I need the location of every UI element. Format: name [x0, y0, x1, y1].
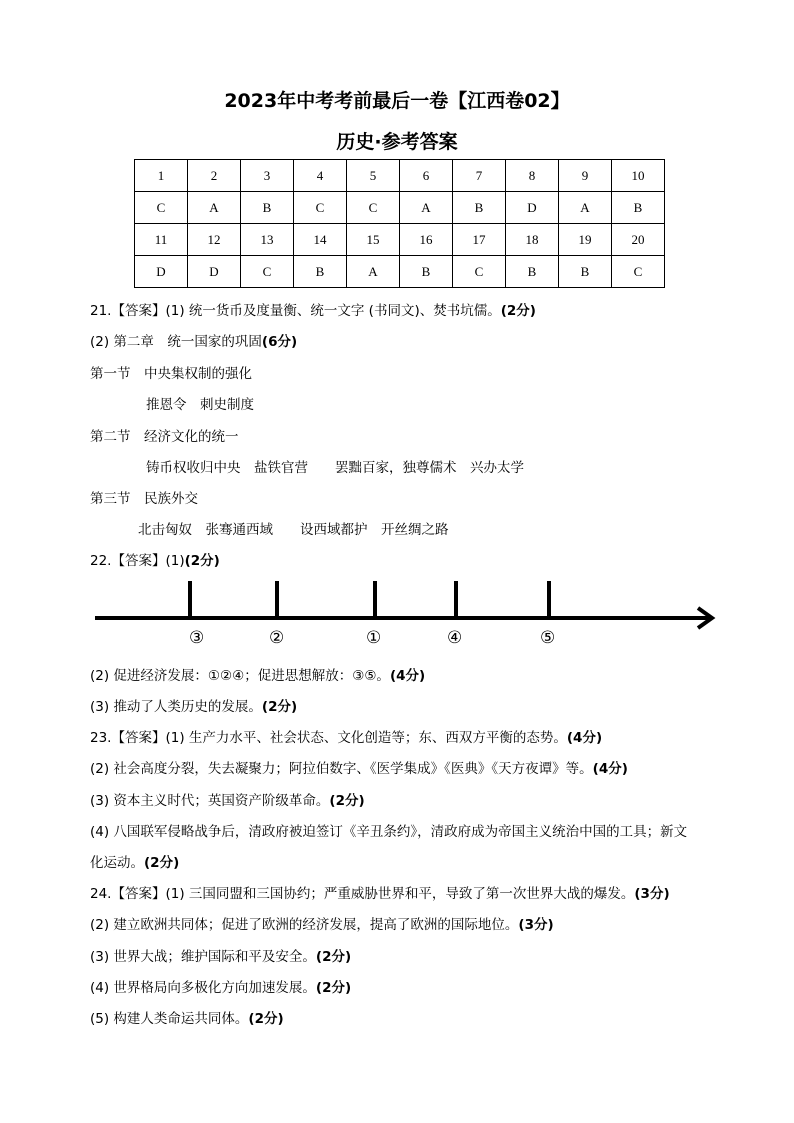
q22-line-2: (2) 促进经济发展：①②④；促进思想解放：③⑤。(4分): [90, 668, 426, 684]
answer-table-cell: 17: [453, 224, 506, 256]
answer-table-cell: 15: [347, 224, 400, 256]
answer-table-cell: 4: [294, 160, 347, 192]
answer-table-cell: 18: [506, 224, 559, 256]
answer-table-cell: C: [453, 256, 506, 288]
q22-line-3: (3) 推动了人类历史的发展。(2分): [90, 699, 298, 715]
answer-table-cell: D: [135, 256, 188, 288]
q21-section-3-items: 北击匈奴 张骞通西域 设西域都护 开丝绸之路: [138, 522, 449, 538]
answer-table-cell: A: [188, 192, 241, 224]
timeline-label: ⑤: [540, 628, 556, 648]
timeline-label: ②: [269, 628, 285, 648]
q24-line-2: (2) 建立欧洲共同体；促进了欧洲的经济发展，提高了欧洲的国际地位。(3分): [90, 917, 554, 933]
answer-table-cell: B: [506, 256, 559, 288]
q21-line-2: (2) 第二章 统一国家的巩固(6分): [90, 334, 298, 350]
q24-line-3: (3) 世界大战；维护国际和平及安全。(2分): [90, 949, 352, 965]
answer-table-row: [135, 224, 665, 256]
answer-table-cell: 3: [241, 160, 294, 192]
q21-line-1: 21.【答案】(1) 统一货币及度量衡、统一文字 (书同文)、焚书坑儒。(2分): [90, 303, 536, 319]
answer-table-cell: C: [347, 192, 400, 224]
answer-table-cell: 1: [135, 160, 188, 192]
answer-table-row: [135, 192, 665, 224]
answer-table-cell: B: [294, 256, 347, 288]
answer-table-row: [135, 256, 665, 288]
answer-table-row: [135, 160, 665, 192]
q23-line-3: (3) 资本主义时代；英国资产阶级革命。(2分): [90, 793, 365, 809]
q23-line-4: (4) 八国联军侵略战争后，清政府被迫签订《辛丑条约》，清政府成为帝国主义统治中国的工具；新文: [90, 824, 688, 840]
answer-table-cell: C: [241, 256, 294, 288]
q24-line-5: (5) 构建人类命运共同体。(2分): [90, 1011, 284, 1027]
answer-table-cell: D: [506, 192, 559, 224]
q21-section-1-items: 推恩令 刺史制度: [146, 397, 254, 413]
answer-table-cell: 11: [135, 224, 188, 256]
answer-table-cell: 20: [612, 224, 665, 256]
answer-table-cell: 19: [559, 224, 612, 256]
q21-section-1: 第一节 中央集权制的强化: [90, 366, 252, 382]
q21-section-2: 第二节 经济文化的统一: [90, 429, 239, 445]
answer-table-cell: A: [559, 192, 612, 224]
q24-line-1: 24.【答案】(1) 三国同盟和三国协约；严重威胁世界和平，导致了第一次世界大战的爆发。(3分): [90, 886, 670, 902]
answer-table-cell: 7: [453, 160, 506, 192]
page-title: 2023年中考考前最后一卷【江西卷02】: [224, 90, 570, 112]
answer-table-cell: B: [612, 192, 665, 224]
answer-table-cell: 12: [188, 224, 241, 256]
answer-table-cell: 5: [347, 160, 400, 192]
answer-table-cell: C: [612, 256, 665, 288]
answer-table-cell: 8: [506, 160, 559, 192]
timeline-axis: [90, 575, 730, 655]
answer-table-cell: A: [400, 192, 453, 224]
answer-table-cell: 16: [400, 224, 453, 256]
q23-line-2: (2) 社会高度分裂，失去凝聚力；阿拉伯数字、《医学集成》《医典》《天方夜谭》等。(4分): [90, 761, 628, 777]
answer-table-cell: B: [241, 192, 294, 224]
q23-line-1: 23.【答案】(1) 生产力水平、社会状态、文化创造等；东、西双方平衡的态势。(4分): [90, 730, 603, 746]
answer-table-cell: A: [347, 256, 400, 288]
q24-line-4: (4) 世界格局向多极化方向加速发展。(2分): [90, 980, 352, 996]
answer-table-cell: 2: [188, 160, 241, 192]
timeline-label: ④: [447, 628, 463, 648]
answer-table-cell: B: [400, 256, 453, 288]
answer-table-cell: D: [188, 256, 241, 288]
answer-table-cell: 6: [400, 160, 453, 192]
answer-table-cell: 13: [241, 224, 294, 256]
q22-line-1: 22.【答案】(1)(2分): [90, 553, 220, 569]
answer-table-cell: C: [294, 192, 347, 224]
page-subtitle: 历史·参考答案: [336, 131, 458, 153]
timeline-label: ③: [189, 628, 205, 648]
timeline-diagram: [90, 575, 730, 655]
answer-table-cell: 10: [612, 160, 665, 192]
answer-table-cell: B: [559, 256, 612, 288]
q21-section-2-items: 铸币权收归中央 盐铁官营 罢黜百家，独尊儒术 兴办太学: [146, 460, 524, 476]
answer-table-cell: 14: [294, 224, 347, 256]
timeline-label: ①: [366, 628, 382, 648]
q23-line-4b: 化运动。(2分): [90, 855, 180, 871]
q21-section-3: 第三节 民族外交: [90, 491, 198, 507]
answer-table-cell: C: [135, 192, 188, 224]
answer-table-cell: B: [453, 192, 506, 224]
answer-table: [134, 159, 665, 288]
answer-table-cell: 9: [559, 160, 612, 192]
